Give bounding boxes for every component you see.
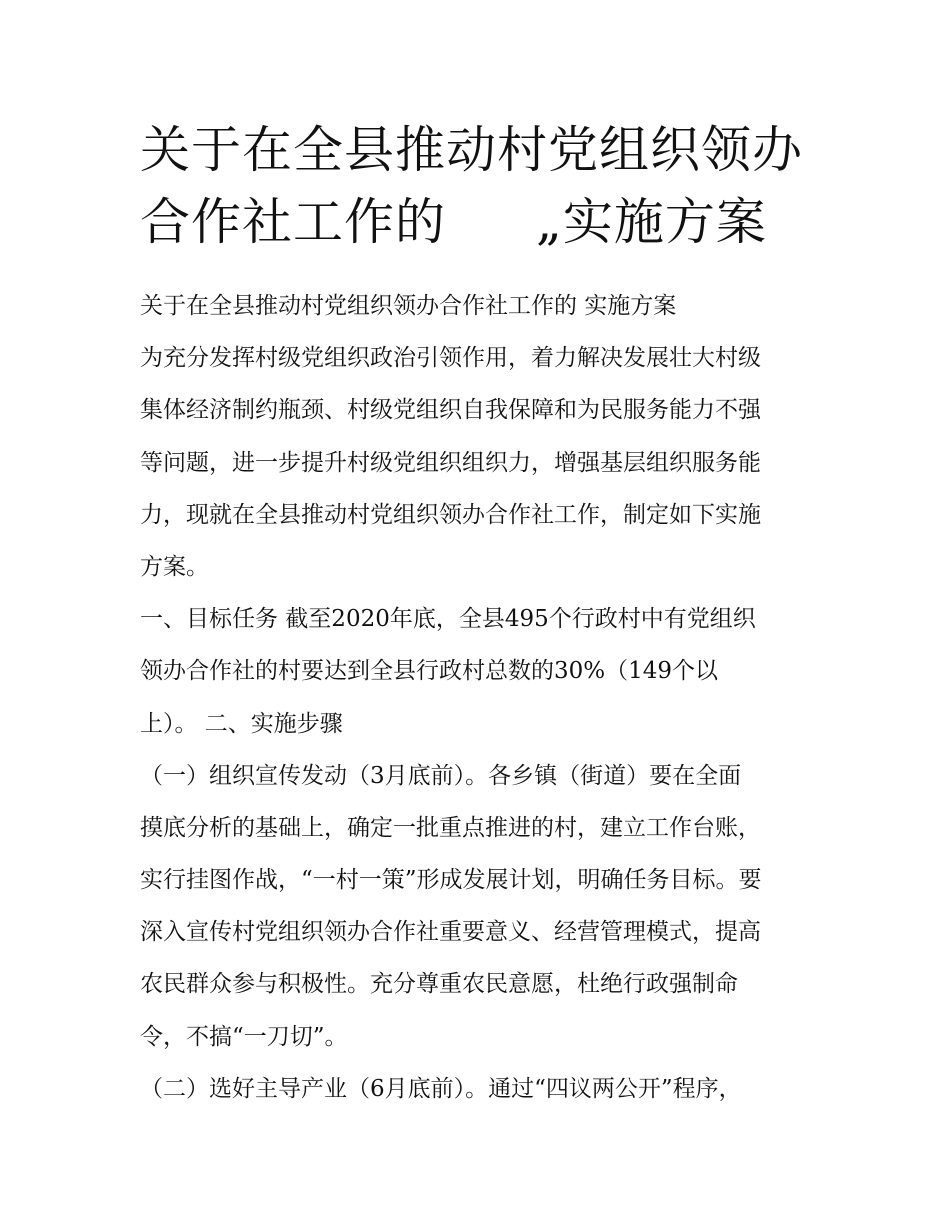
title-line-1: 关于在全县推动村党组织领办 [140,121,803,179]
body-line: 农民群众参与积极性。充分尊重农民意愿，杜绝行政强制命 [140,971,738,998]
body-line: 方案。 [140,553,209,580]
body-line: 为充分发挥村级党组织政治引领作用，着力解决发展壮大村级 [140,345,761,372]
body-line: （二）选好主导产业（6月底前）。通过“四议两公开”程序， [140,1075,742,1102]
body-line: 深入宣传村党组织领办合作社重要意义、经营管理模式，提高 [140,919,761,946]
body-line: 摸底分析的基础上，确定一批重点推进的村，建立工作台账， [140,814,761,841]
body-line: 上）。 二、实施步骤 [140,710,343,737]
body-line: 力，现就在全县推动村党组织领办合作社工作，制定如下实施 [140,501,761,528]
body-line: （一）组织宣传发动（3月底前）。各乡镇（街道）要在全面 [140,762,742,789]
body-line: 领办合作社的村要达到全县行政村总数的30%（149个以 [140,658,719,685]
body-line: 令，不搞“一刀切”。 [140,1023,348,1050]
document-body [140,280,820,1115]
document-title [140,114,840,258]
body-line: 关于在全县推动村党组织领办合作社工作的 实施方案 [140,293,677,319]
title-line-2-part-2: „实施方案 [536,193,767,251]
body-line: 一、目标任务 截至2020年底，全县495个行政村中有党组织 [140,606,756,633]
title-line-2 [140,186,840,258]
body-line: 等问题，进一步提升村级党组织组织力，增强基层组织服务能 [140,449,761,476]
body-line: 实行挂图作战，“一村一策”形成发展计划，明确任务目标。要 [140,867,762,894]
body-line: 集体经济制约瓶颈、村级党组织自我保障和为民服务能力不强 [140,397,761,424]
title-line-2-part-1: 合作社工作的 [140,193,446,251]
